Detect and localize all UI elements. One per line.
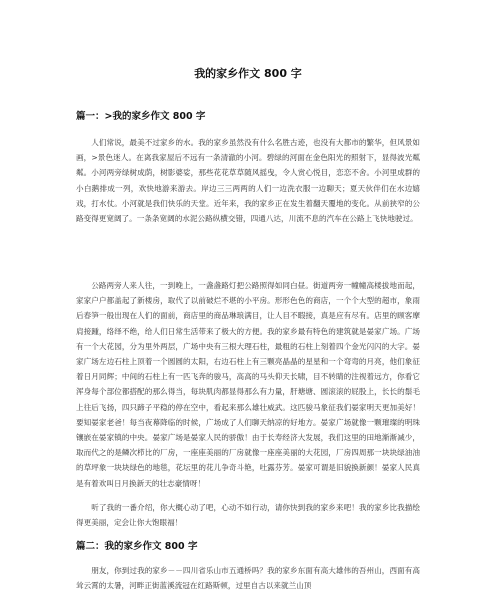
paragraph-4: 朋友，你到过我的家乡－－四川省乐山市五通桥吗？我的家乡东面有高大雄伟的吾州山，西面有高耸云霄的太暑，河畔正街蓝溪流冠在红路斯顿，过里自古以来就兰山顶 <box>76 566 420 591</box>
paragraph-1: 人们常说，最美不过家乡的水。我的家乡虽然没有什么名胜古迹，也没有大都市的繁华，但风景如画，>景色迷人。在离我家屋后不远有一条清澈的小河。碧绿的河面在金色阳光的照射下，显得波光粼粼。小河两旁绿树成荫，树影婆娑，那些花花草草随风摇曳，令人赏心悦目，恋恋不舍。小河里成群的小白鹅排成一列，欢快地游来游去。岸边三三两两的人们一边洗衣服一边聊天；夏天伙伴们在水边嬉戏，打水仗。小河就是我们快乐的天堂。近年来，我的家乡正在发生着翻天覆地的变化。从前狭窄的公路变得更宽阔了。一条条宽阔的水泥公路纵横交错，四通八达，川流不息的汽车在公路上飞快地驶过。 <box>76 138 420 224</box>
paragraph-2: 公路两旁人来人往，一到晚上，一盏盏路灯把公路照得如同白昼。街道两旁一幢幢高楼拔地而起，家家户户都盖起了新楼房，取代了以前破烂不堪的小平房。形形色色的商店，一个个大型的超市，象雨后春笋一般出现在人们的面前，商店里的商品琳琅满目，让人目不暇接，真是应有尽有。店里的顾客摩肩接踵，络绎不绝，给人们日常生活带来了极大的方便。我的家乡最有特色的建筑就是晏家广场。广场有一个大花园，分为里外两层，广场中央有三根大理石柱，最粗的石柱上刻着四个金光闪闪的大字。晏家广场左边石柱上顶着一个圆圆的太阳，右边石柱上有三颗亮晶晶的星星和一个弯弯的月亮，他们象征着日月同辉；中间的石柱上有一匹飞奔的骏马，高高的马头仰天长啸，目不转睛的注视着远方，你看它浑身每个部位都搭配的那么得当，每块肌肉都显得那么有力量，肝塘塘、圆滚滚的屁股上，长长的鬃毛上往后飞扬，四只蹄子平稳的停在空中，看起来那么雄壮威武。这匹骏马象征我们晏家明天更加美好！要知晏家老爸！每当夜幕降临的时候，广场成了人们聊天纳凉的好地方。晏家广场就像一颗璀璨的明珠镶嵌在晏家镇的中央。晏家广场是晏家人民的骄傲！由于长寿经济大发展，我们这里的田地渐渐减少，取而代之的是鳞次栉比的厂房，一座座美丽的厂房就像一座座美丽的大花园，厂房四周那一块块绿油油的草坪象一块块绿色的地毯，花坛里的花儿争奇斗艳，吐露芬芳。晏家可谓是旧貌换新颜！晏家人民真是有着欢叫日月换新天的壮志豪情呀！ <box>76 281 420 488</box>
section-heading-2: 篇二：我的家乡作文 800 字 <box>76 541 198 552</box>
paragraph-3: 听了我的一番介绍，你大概心动了吧，心动不如行动，请你快到我的家乡来吧！我的家乡比我描绘得更美丽，定会让你大饱眼福！ <box>76 503 420 528</box>
document-title: 我的家乡作文 800 字 <box>194 67 302 80</box>
section-heading-1: 篇一：>我的家乡作文 800 字 <box>76 111 206 122</box>
